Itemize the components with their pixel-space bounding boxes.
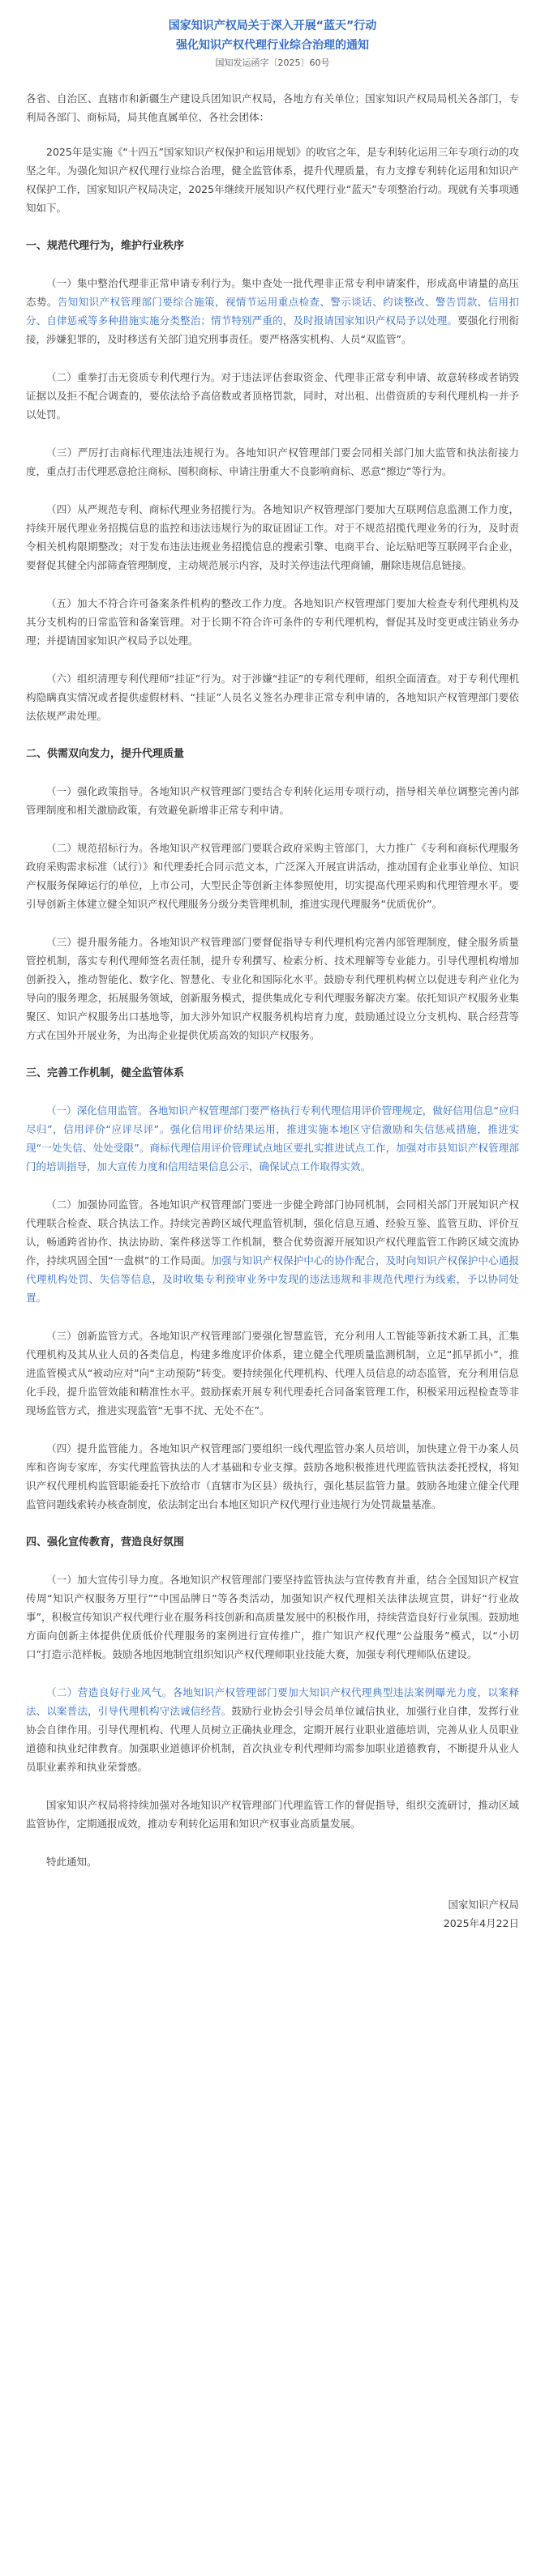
section-3-item-2-text-a: （二）加强协同监管。各地知识产权管理部门要进一步健全跨部门协同机制，会同相关部门开展知识产权代理联合检查、联合执法工作。持续完善跨区域代理监管机制，强化信息互通、经验互鉴、监管互助、评价互认，畅通跨省协作、执法协助、案件移送等工作机制，整合优势资源开展知识产权代理监管工作跨区域交流协作，持续巩固全国“一盘棋”的工作局面。 xyxy=(26,1198,519,1267)
section-1-item-4: （四）从严规范专利、商标代理业务招揽行为。各地知识产权管理部门要加大互联网信息监测工作力度，持续开展代理业务招揽信息的监控和违法违规行为的取证固证工作。对于不规范招揽代理业务的行为，及时责令相关机构限期整改；对于发布违法违规业务招揽信息的搜索引擎、电商平台、论坛贴吧等互联网平台企业，要督促其健全内部筛查管理制度，主动规范展示内容，及时关停违法代理商铺，删除违规信息链接。 xyxy=(26,503,519,571)
addressee: 各省、自治区、直辖市和新疆生产建设兵团知识产权局，各地方有关单位；国家知识产权局局机关各部门，专利局各部门、商标局，局其他直属单位、各社会团体： xyxy=(26,92,519,123)
signature-org: 国家知识产权局 xyxy=(448,1899,519,1911)
doc-title-line-1: 国家知识产权局关于深入开展“蓝天”行动 xyxy=(168,19,377,32)
section-1-heading: 一、规范代理行为，维护行业秩序 xyxy=(26,240,185,252)
section-2-heading: 二、供需双向发力，提升代理质量 xyxy=(26,748,185,760)
section-1-item-6: （六）组织清理专利代理师“挂证”行为。对于涉嫌“挂证”的专利代理师，组织全面清查。对于专利代理机构隐瞒真实情况或者提供虚假材料、“挂证”人员名义签名办理非正常专利申请的，各地知识产权管理部门要依法依规严肃处理。 xyxy=(26,673,519,722)
section-3-item-2 xyxy=(26,1195,519,1307)
section-2-item-1: （一）强化政策指导。各地知识产权管理部门要结合专利转化运用专项行动，指导相关单位调整完善内部管理制度和相关激励政策，有效避免新增非正常专利申请。 xyxy=(26,785,519,816)
section-4-heading: 四、强化宣传教育，营造良好氛围 xyxy=(26,1536,185,1549)
section-2-item-2: （二）规范招标行为。各地知识产权管理部门要联合政府采购主管部门，大力推广《专利和商标代理服务政府采购需求标准（试行）》和代理委托合同示范文本，广泛深入开展宣讲活动，推动国有企业事业单位、知识产权服务保障运行的单位，上市公司，大型民企等创新主体参照使用，切实提高代理采购和代理管理水平。要引导创新主体建立健全知识产权代理服务分级分类管理机制，推进实现代理服务“优质优价”。 xyxy=(26,842,519,910)
doc-title-line-2: 强化知识产权代理行业综合治理的通知 xyxy=(176,39,369,52)
section-1-item-1-text-a: （一）集中整治代理非正常申请专利行为。集中查处一批代理非正常专利申请案件，形成高申请量的高压态势。 xyxy=(26,277,519,308)
notice-line: 特此通知。 xyxy=(46,1856,97,1868)
section-3-item-1: （一）深化信用监管。各地知识产权管理部门要严格执行专利代理信用评价管理规定，做好信用信息“应归尽归”，信用评价“应评尽评”。强化信用评价结果运用，推进实施本地区守信激励和失信惩戒措施，推进实现“一处失信、处处受限”。商标代理信用评价管理试点地区要扎实推进试点工作，加强对市县知识产权管理部门的培训指导，加大宣传力度和信用结果信息公示，确保试点工作取得实效。 xyxy=(26,1104,519,1173)
section-1-item-1-text-c: 要强化行刑衔接，涉嫌犯罪的，及时移送有关部门追究刑事责任。要严格落实机构、人员“双监管”。 xyxy=(26,314,519,345)
section-1-item-3: （三）严厉打击商标代理违法违规行为。各地知识产权管理部门要会同相关部门加大监管和执法衔接力度，重点打击代理恶意抢注商标、囤积商标、申请注册重大不良影响商标、恶意“擦边”等行为。 xyxy=(26,446,519,477)
closing-paragraph: 国家知识产权局将持续加强对各地知识产权管理部门代理监管工作的督促指导，组织交流研讨，推动区域监管协作，定期通报成效，推动专利转化运用和知识产权事业高质量发展。 xyxy=(26,1799,519,1830)
section-1-item-5: （五）加大不符合许可备案条件机构的整改工作力度。各地知识产权管理部门要加大检查专利代理机构及其分支机构的日常监管和备案管理。对于长期不符合许可条件的专利代理机构，督促其及时变更或注销业务办理；并提请国家知识产权局予以处理。 xyxy=(26,597,519,647)
section-1-item-2: （二）重拳打击无资质专利代理行为。对于违法评估套取资金、代理非正常专利申请、故意转移或者销毁证据以及拒不配合调查的，要依法给予高倍数或者顶格罚款，同时，对出租、出借资质的专利代理机构一并予以处罚。 xyxy=(26,371,519,421)
signature-date: 2025年4月22日 xyxy=(443,1917,519,1929)
section-4-item-2 xyxy=(26,1683,519,1776)
section-4-item-2-text-b: 鼓励行业协会引导会员单位诚信执业，加强行业自律，发挥行业协会自律作用。引导代理机构、代理人员树立正确执业理念，定期开展行业职业道德培训，完善从业人员职业道德和执业纪律教育。加强职业道德评价机制，首次执业专利代理师均需参加职业道德教育，不断提升从业人员职业素养和执业荣誉感。 xyxy=(26,1705,519,1773)
section-4-item-1: （一）加大宣传引导力度。各地知识产权管理部门要坚持监管执法与宣传教育并重，结合全国知识产权宣传周“知识产权服务万里行”“中国品牌日”等各类活动，加强知识产权代理相关法律法规宣贯，讲好“行业故事”，积极宣传知识产权代理行业在服务科技创新和高质量发展中的积极作用，持续营造良好行业氛围。鼓励地方面向创新主体提供优质低价代理服务的案例进行宣传推广，推广知识产权代理“公益服务”模式，以“小切口”打造示范样板。鼓励各地因地制宜组织知识产权代理师职业技能大赛，加强专利代理师队伍建设。 xyxy=(26,1574,519,1660)
intro-paragraph: 2025年是实施《“十四五”国家知识产权保护和运用规划》的收官之年，是专利转化运用三年专项行动的攻坚之年。为强化知识产权代理行业综合治理，健全监管体系，提升代理质量，有力支撑专利转化运用和知识产权保护工作，国家知识产权局决定，2025年继续开展知识产权代理行业“蓝天”专项整治行动。现就有关事项通知如下。 xyxy=(26,146,519,214)
section-3-item-3: （三）创新监管方式。各地知识产权管理部门要强化智慧监管，充分利用人工智能等新技术新工具，汇集代理机构及其从业人员的各类信息，构建多维度评价体系，建立健全代理质量监测机制，立足“抓早抓小”，推进监管模式从“被动应对”向“主动预防”转变。要持续强化代理机构、代理人员信息的动态监管，充分利用信息化手段，提升监管效能和精准性水平。鼓励探索开展专利代理委托合同备案管理工作，积极采用远程检查等非现场监管方式，推进实现监管“无事不扰、无处不在”。 xyxy=(26,1330,519,1416)
doc-number: 国知发运函字〔2025〕60号 xyxy=(215,58,330,68)
section-3-item-2-highlight: 加强与知识产权保护中心的协作配合，及时向知识产权保护中心通报代理机构处罚、失信等信息，及时收集专利预审业务中发现的违法违规和非规范代理行为线索，予以协同处置。 xyxy=(26,1254,519,1304)
section-1-item-1-highlight: 告知知识产权管理部门要综合施策，视情节运用重点检查、警示谈话、约谈整改、警告罚款、信用扣分、自律惩戒等多种措施实施分类整治；情节特别严重的，及时报请国家知识产权局予以处理。 xyxy=(26,296,519,327)
section-4-item-2-highlight: （二）营造良好行业风气。各地知识产权管理部门要加大知识产权代理典型违法案例曝光力度，以案释法、以案普法，引导代理机构守法诚信经营。 xyxy=(26,1686,519,1717)
section-1-item-1 xyxy=(26,274,519,348)
signature-block xyxy=(26,1895,519,1933)
section-3-heading: 三、完善工作机制，健全监管体系 xyxy=(26,1067,185,1079)
section-2-item-3: （三）提升服务能力。各地知识产权管理部门要督促指导专利代理机构完善内部管理制度，健全服务质量管控机制，落实专利代理师签名责任制，提升专利撰写、检索分析、技术理解等专业能力。引导代理机构增加创新投入，推动智能化、数字化、智慧化、专业化和国际化水平。鼓励专利代理机构树立以促进专利产业化为导向的服务理念，拓展服务领域，创新服务模式，提供集成化专利代理服务解决方案。依托知识产权服务业集聚区、知识产权服务出口基地等，加大涉外知识产权服务机构培育力度，鼓励通过设立分支机构、联合经营等方式在国外开展业务，为出海企业提供优质高效的知识产权服务。 xyxy=(26,936,519,1041)
section-3-item-4: （四）提升监管能力。各地知识产权管理部门要组织一线代理监管办案人员培训，加快建立骨干办案人员库和咨询专家库，夯实代理监管执法的人才基础和专业支撑。鼓励各地积极推进代理监管执法委托授权，将知识产权代理机构监管职能委托下放给市（直辖市为区县）级执行，强化基层监管力量。鼓励各地建立健全代理监管问题线索转办核查制度，依法制定出台本地区知识产权代理行业违规行为处罚裁量基准。 xyxy=(26,1442,519,1510)
